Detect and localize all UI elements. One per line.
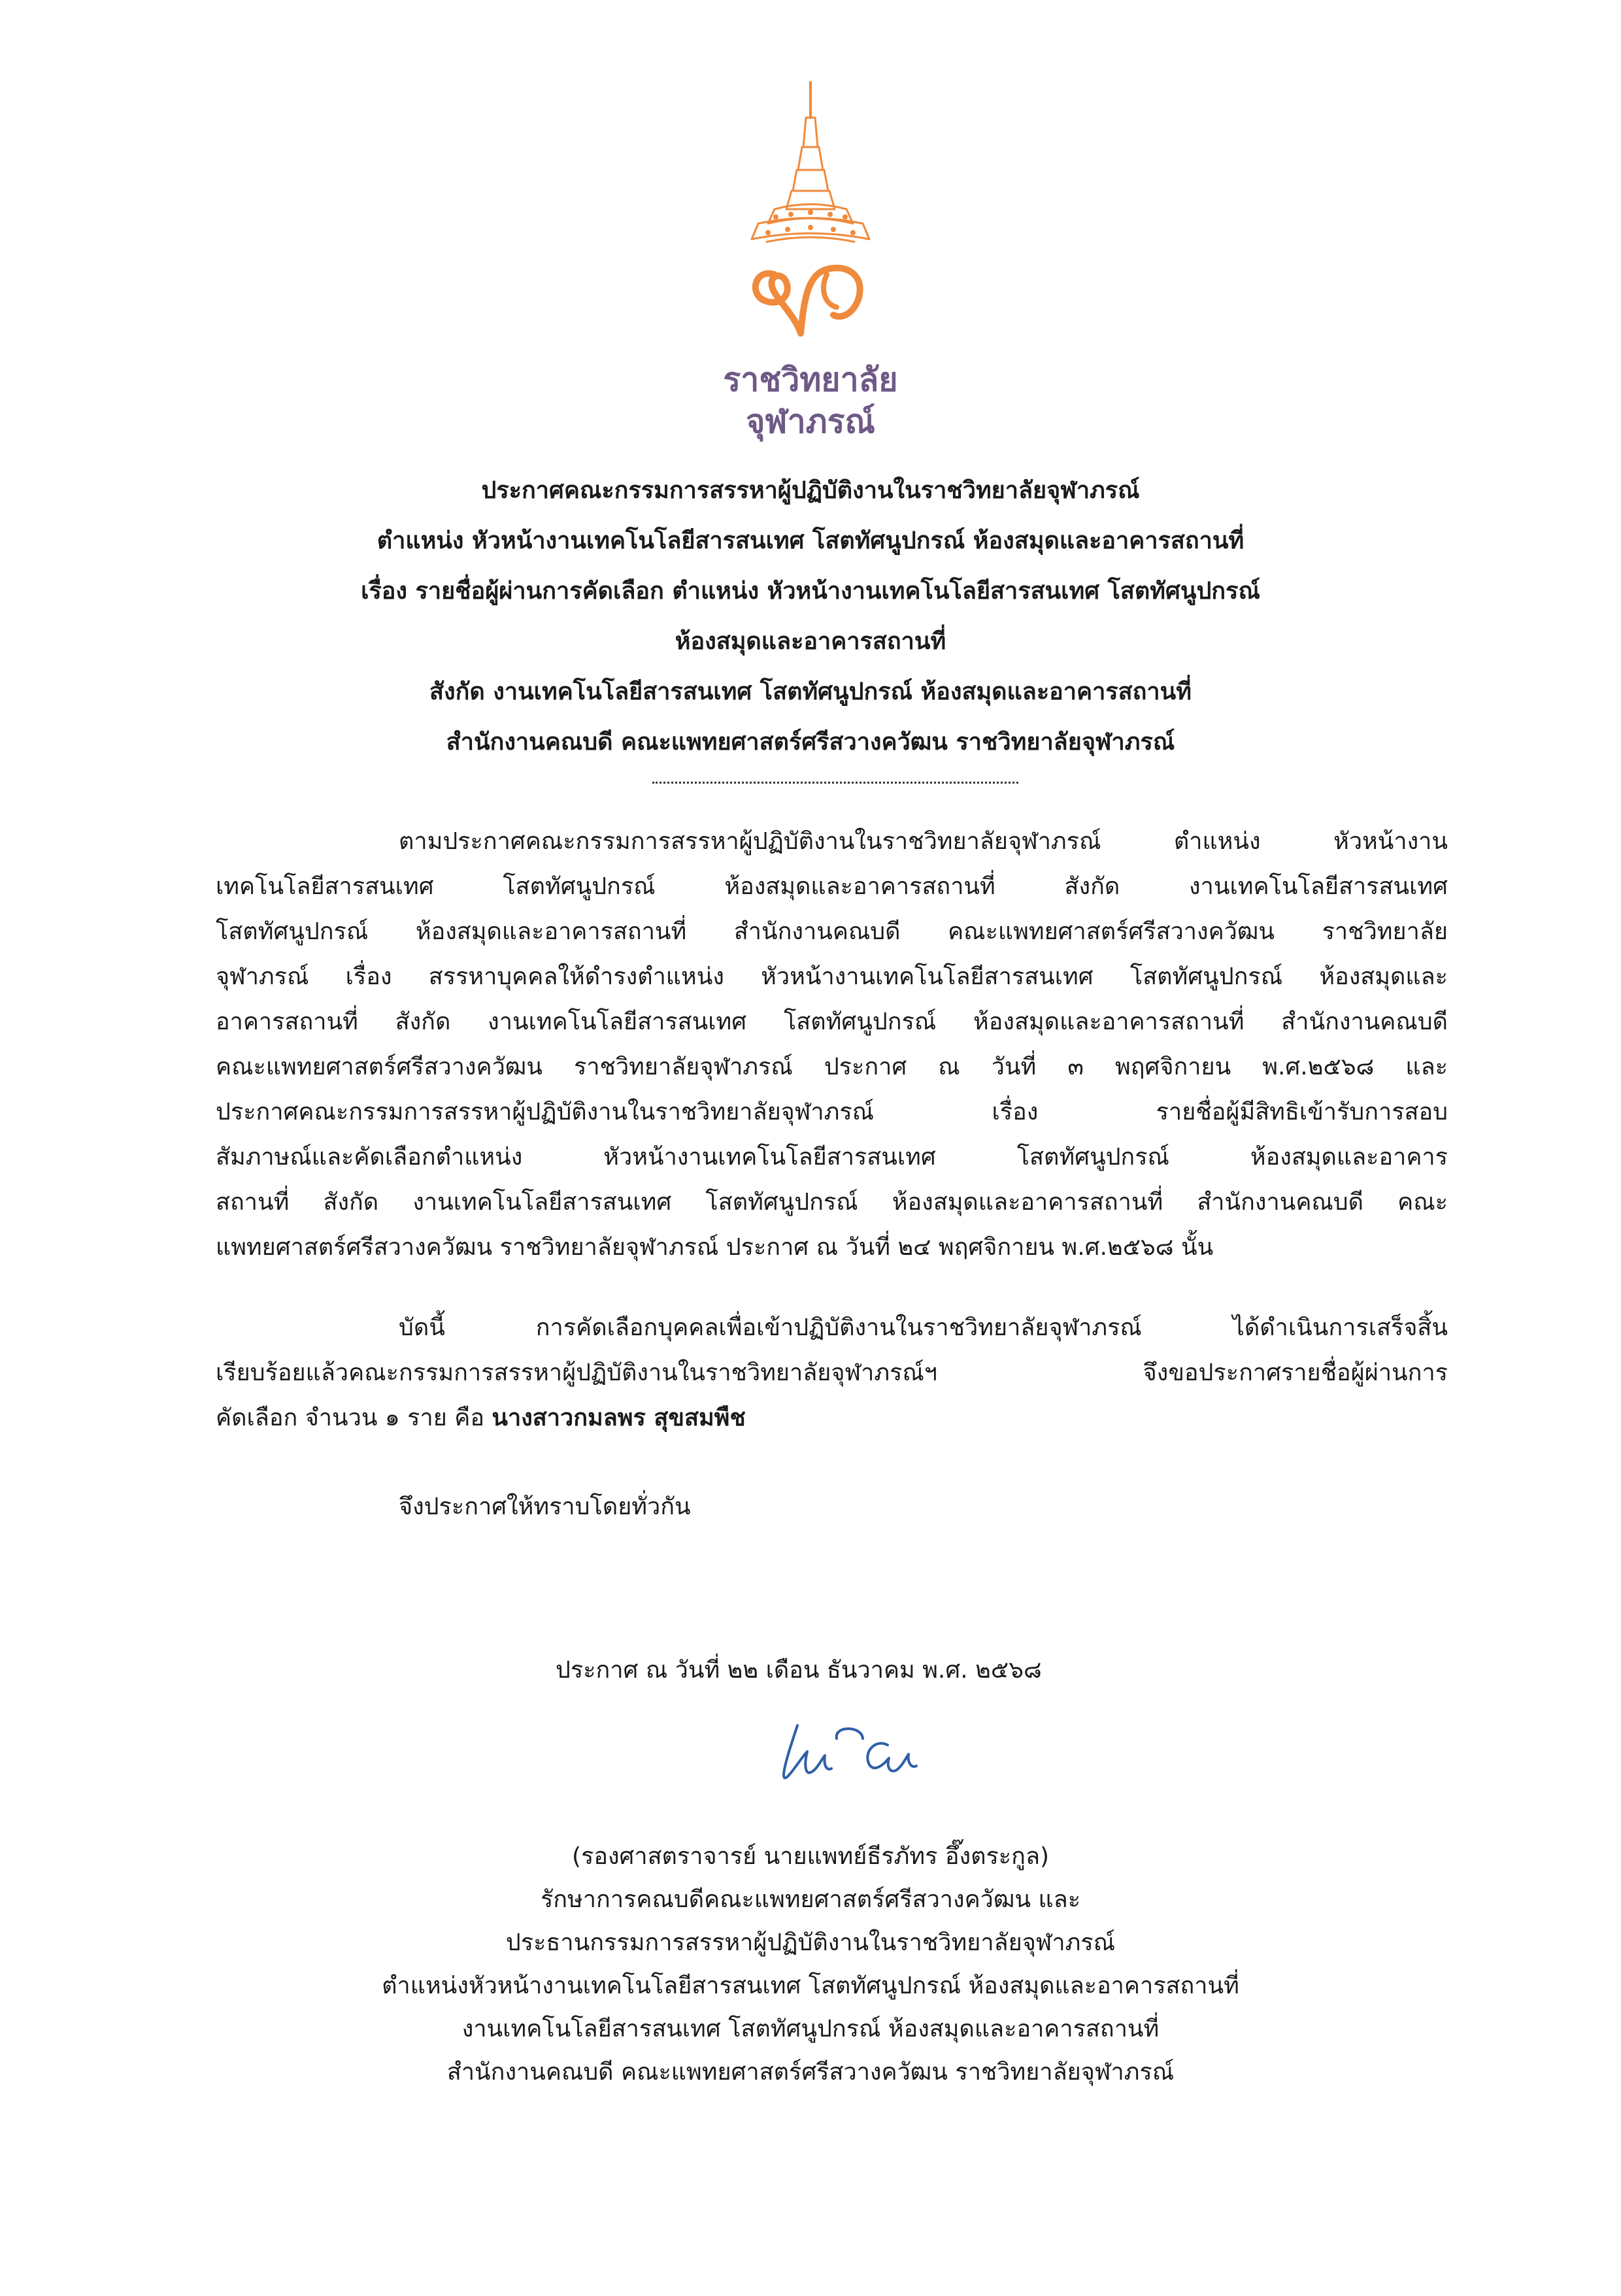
signatory-title: สำนักงานคณบดี คณะแพทยศาสตร์ศรีสวางควัฒน ราชวิทยาลัยจุฬาภรณ์	[446, 2059, 1175, 2086]
heading-line-1: ประกาศคณะกรรมการสรรหาผู้ปฏิบัติงานในราชวิทยาลัยจุฬาภรณ์	[481, 477, 1140, 504]
paragraph-1-line: เทคโนโลยีสารสนเทศ โสตทัศนูปกรณ์ ห้องสมุดและอาคารสถานที่ สังกัด งานเทคโนโลยีสารสนเทศ	[216, 873, 1448, 900]
heading-line-2: ตำแหน่ง หัวหน้างานเทคโนโลยีสารสนเทศ โสตทัศนูปกรณ์ ห้องสมุดและอาคารสถานที่	[376, 527, 1245, 554]
announcement-date: ประกาศ ณ วันที่ ๒๒ เดือน ธันวาคม พ.ศ. ๒๕๖๘	[556, 1657, 1042, 1684]
dotted-divider	[652, 782, 1018, 784]
royal-college-logo-icon	[729, 78, 892, 346]
paragraph-1-line: สถานที่ สังกัด งานเทคโนโลยีสารสนเทศ โสตทัศนูปกรณ์ ห้องสมุดและอาคารสถานที่ สำนักงานคณบดี คณะ	[216, 1189, 1448, 1216]
paragraph-1-line: ตามประกาศคณะกรรมการสรรหาผู้ปฏิบัติงานในราชวิทยาลัยจุฬาภรณ์ ตำแหน่ง หัวหน้างาน	[399, 828, 1448, 855]
paragraph-1-line: โสตทัศนูปกรณ์ ห้องสมุดและอาคารสถานที่ สำนักงานคณบดี คณะแพทยศาสตร์ศรีสวางควัฒน ราชวิทยาลัย	[216, 918, 1448, 945]
heading-line-5: สังกัด งานเทคโนโลยีสารสนเทศ โสตทัศนูปกรณ์ ห้องสมุดและอาคารสถานที่	[429, 678, 1192, 705]
selected-candidate-name: นางสาวกมลพร สุขสมพืช	[492, 1405, 746, 1431]
signatory-title: งานเทคโนโลยีสารสนเทศ โสตทัศนูปกรณ์ ห้องสมุดและอาคารสถานที่	[461, 2016, 1160, 2042]
signatory-title: ประธานกรรมการสรรหาผู้ปฏิบัติงานในราชวิทยาลัยจุฬาภรณ์	[505, 1929, 1116, 1956]
paragraph-1-line: สัมภาษณ์และคัดเลือกตำแหน่ง หัวหน้างานเทคโนโลยีสารสนเทศ โสตทัศนูปกรณ์ ห้องสมุดและอาคาร	[216, 1144, 1448, 1171]
signature-icon	[771, 1712, 928, 1791]
heading-line-3: เรื่อง รายชื่อผู้ผ่านการคัดเลือก ตำแหน่ง หัวหน้างานเทคโนโลยีสารสนเทศ โสตทัศนูปกรณ์	[361, 578, 1260, 605]
signatory-title: รักษาการคณบดีคณะแพทยศาสตร์ศรีสวางควัฒน และ	[540, 1886, 1081, 1913]
paragraph-2-line-3	[216, 1403, 1448, 1434]
paragraph-1-line: ประกาศคณะกรรมการสรรหาผู้ปฏิบัติงานในราชวิทยาลัยจุฬาภรณ์ เรื่อง รายชื่อผู้มีสิทธิเข้ารับการสอบ	[216, 1099, 1448, 1125]
signatory-title: ตำแหน่งหัวหน้างานเทคโนโลยีสารสนเทศ โสตทัศนูปกรณ์ ห้องสมุดและอาคารสถานที่	[382, 1972, 1239, 1999]
paragraph-1-line: อาคารสถานที่ สังกัด งานเทคโนโลยีสารสนเทศ โสตทัศนูปกรณ์ ห้องสมุดและอาคารสถานที่ สำนักงานคณบดี	[216, 1008, 1448, 1035]
announcement-heading	[196, 465, 1425, 767]
paragraph-2-line: บัดนี้ การคัดเลือกบุคคลเพื่อเข้าปฏิบัติงานในราชวิทยาลัยจุฬาภรณ์ ได้ดำเนินการเสร็จสิ้น	[399, 1314, 1448, 1341]
signatory-name: (รองศาสตราจารย์ นายแพทย์ธีรภัทร อึ๊งตระกูล)	[571, 1843, 1050, 1870]
signatory-block	[196, 1835, 1425, 2094]
logo-title-line-1: ราชวิทยาลัย	[723, 361, 898, 399]
paragraph-1-line: คณะแพทยศาสตร์ศรีสวางควัฒน ราชวิทยาลัยจุฬาภรณ์ ประกาศ ณ วันที่ ๓ พฤศจิกายน พ.ศ.๒๕๖๘ และ	[216, 1054, 1448, 1080]
logo-title-line-2: จุฬาภรณ์	[746, 403, 875, 441]
paragraph-2-line: เรียบร้อยแล้วคณะกรรมการสรรหาผู้ปฏิบัติงานในราชวิทยาลัยจุฬาภรณ์ฯ จึงขอประกาศรายชื่อผู้ผ่านการ	[216, 1359, 1448, 1386]
paragraph-1-line: จุฬาภรณ์ เรื่อง สรรหาบุคคลให้ดำรงตำแหน่ง หัวหน้างานเทคโนโลยีสารสนเทศ โสตทัศนูปกรณ์ ห้องสมุดและ	[216, 963, 1448, 990]
closing-statement: จึงประกาศให้ทราบโดยทั่วกัน	[399, 1493, 691, 1520]
selection-count-text: คัดเลือก จำนวน ๑ ราย คือ	[216, 1405, 492, 1431]
heading-line-4: ห้องสมุดและอาคารสถานที่	[675, 628, 946, 655]
heading-line-6: สำนักงานคณบดี คณะแพทยศาสตร์ศรีสวางควัฒน ราชวิทยาลัยจุฬาภรณ์	[446, 729, 1175, 756]
paragraph-1-line: แพทยศาสตร์ศรีสวางควัฒน ราชวิทยาลัยจุฬาภรณ์ ประกาศ ณ วันที่ ๒๔ พฤศจิกายน พ.ศ.๒๕๖๘ นั้น	[216, 1234, 1214, 1261]
